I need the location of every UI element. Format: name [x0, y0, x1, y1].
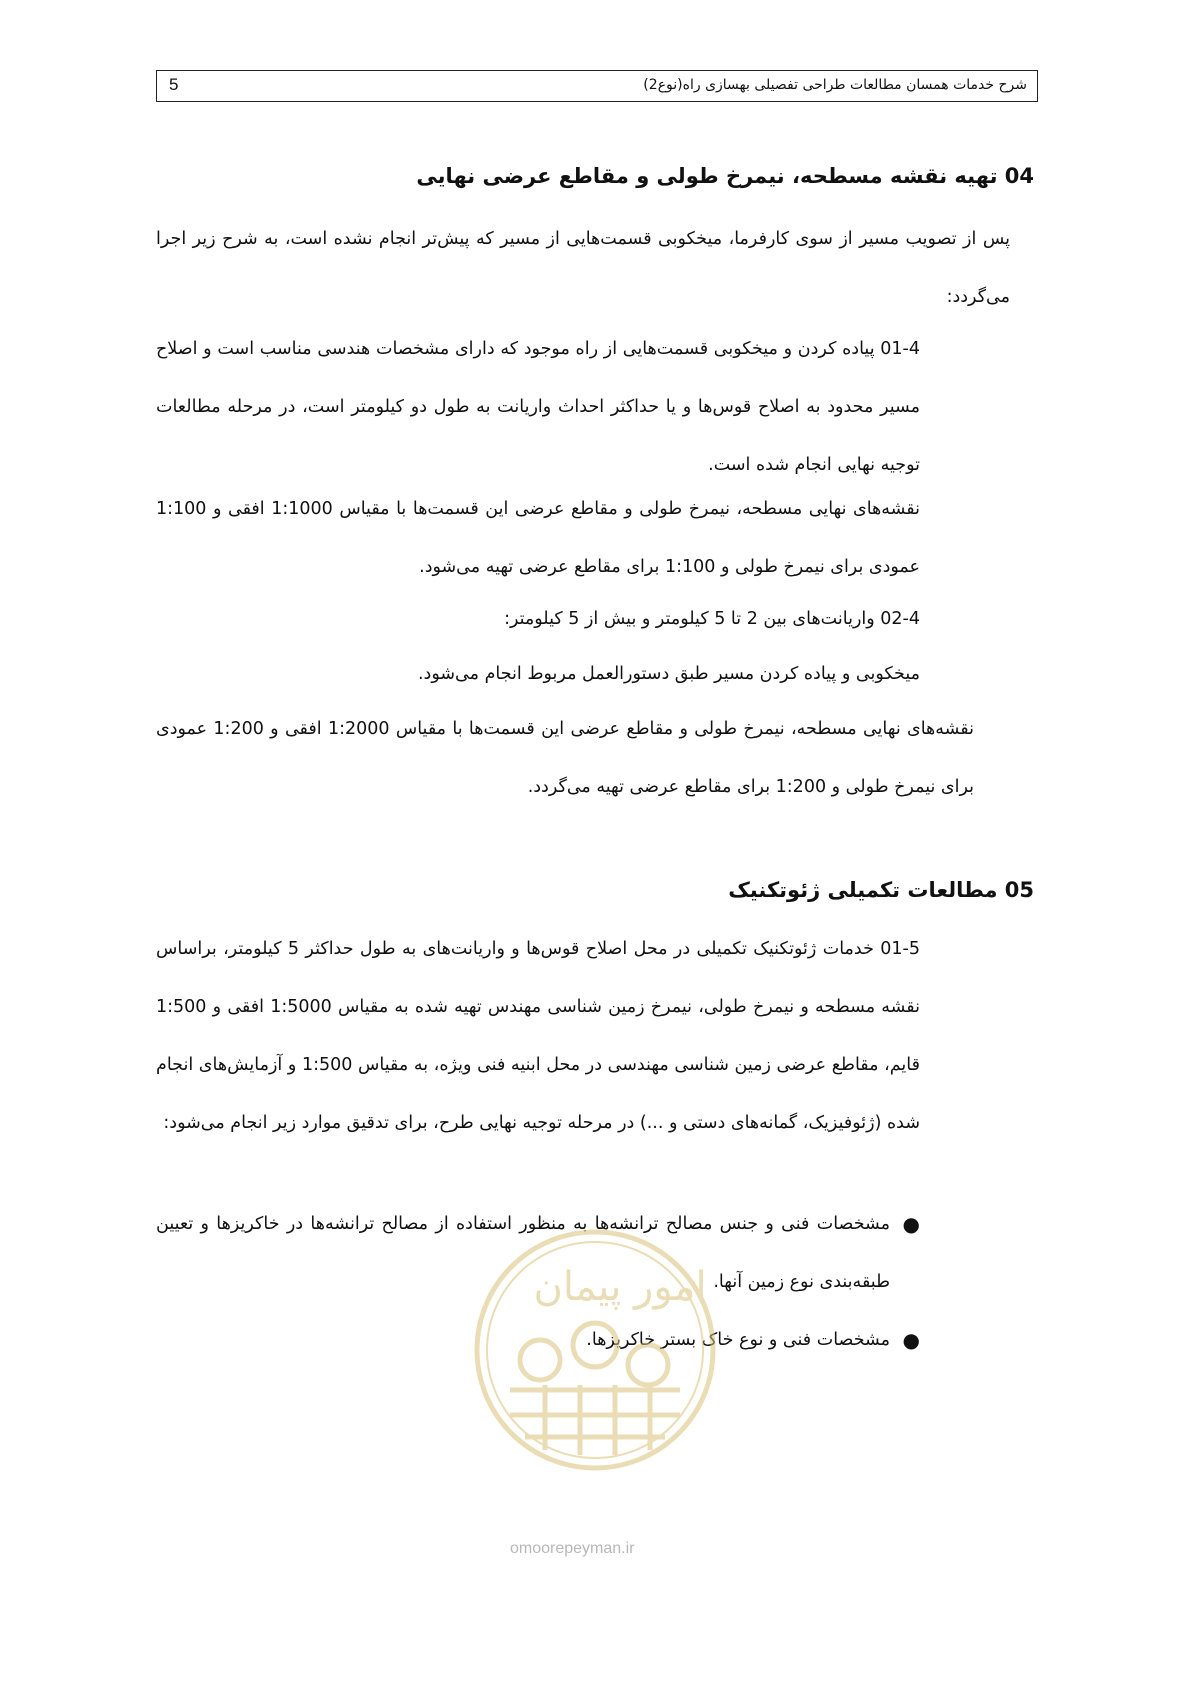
section-04-item1: 01-4 پیاده کردن و میخکوبی قسمت‌هایی از راه موجود که دارای مشخصات هندسی مناسب است و اصلاح مسیر محدود به اصلاح قوس‌ها و یا حداکثر احداث واریانت به طول دو کیلومتر است، در مرحله مطالعات توجیه نهایی انجام شده است. [156, 339, 920, 475]
bullet-text: مشخصات فنی و نوع خاک بستر خاکریزها. [586, 1330, 890, 1350]
section-04-item2-title: 02-4 واریانت‌های بین 2 تا 5 کیلومتر و بیش از 5 کیلومتر: [504, 609, 920, 629]
section-05-heading: 05 مطالعات تکمیلی ژئوتکنیک [728, 878, 1034, 902]
watermark-logo [470, 1225, 720, 1475]
bullet-icon: ● [902, 1328, 920, 1352]
section-04-item2-maps: نقشه‌های نهایی مسطحه، نیمرخ طولی و مقاطع عرضی این قسمت‌ها با مقیاس 1:2000 افقی و 1:200 عمودی برای نیمرخ طولی و 1:200 برای مقاطع عرضی تهیه می‌گردد. [156, 719, 974, 797]
section-04-item2-text: میخکوبی و پیاده کردن مسیر طبق دستورالعمل مربوط انجام می‌شود. [417, 664, 920, 684]
page-number: 5 [169, 75, 179, 94]
page-header [156, 70, 1038, 102]
watermark-logo-text: امور پیمان [533, 1264, 707, 1310]
section-04-intro: پس از تصویب مسیر از سوی کارفرما، میخکوبی قسمت‌هایی از مسیر که پیش‌تر انجام نشده است، به شرح زیر اجرا می‌گردد: [156, 229, 1010, 307]
watermark-site: omoorepeyman.ir [510, 1540, 635, 1557]
section-05-item1: 01-5 خدمات ژئوتکنیک تکمیلی در محل اصلاح قوس‌ها و واریانت‌های به طول حداکثر 5 کیلومتر، براساس نقشه مسطحه و نیمرخ طولی، نیمرخ زمین شناسی مهندس تهیه شده به مقیاس 1:5000 افقی و 1:500 قایم، مقاطع عرضی زمین شناسی مهندسی در محل ابنیه فنی ویژه، به مقیاس 1:500 و آزمایش‌های انجام شده (ژئوفیزیک، گمانه‌های دستی و ...) در مرحله توجیه نهایی طرح، برای تدقیق موارد زیر انجام می‌شود: [156, 939, 920, 1133]
section-04-item1-maps: نقشه‌های نهایی مسطحه، نیمرخ طولی و مقاطع عرضی این قسمت‌ها با مقیاس 1:1000 افقی و 1:100 عمودی برای نیمرخ طولی و 1:100 برای مقاطع عرضی تهیه می‌شود. [156, 499, 920, 577]
bullet-text: مشخصات فنی و جنس مصالح ترانشه‌ها به منظور استفاده از مصالح ترانشه‌ها در خاکریزها و تعیین طبقه‌بندی نوع زمین آنها. [156, 1214, 890, 1292]
section-04-heading: 04 تهیه نقشه مسطحه، نیمرخ طولی و مقاطع عرضی نهایی [416, 164, 1034, 188]
bullet-icon: ● [902, 1212, 920, 1236]
header-title: شرح خدمات همسان مطالعات طراحی تفصیلی بهسازی راه(نوع2) [643, 77, 1027, 93]
